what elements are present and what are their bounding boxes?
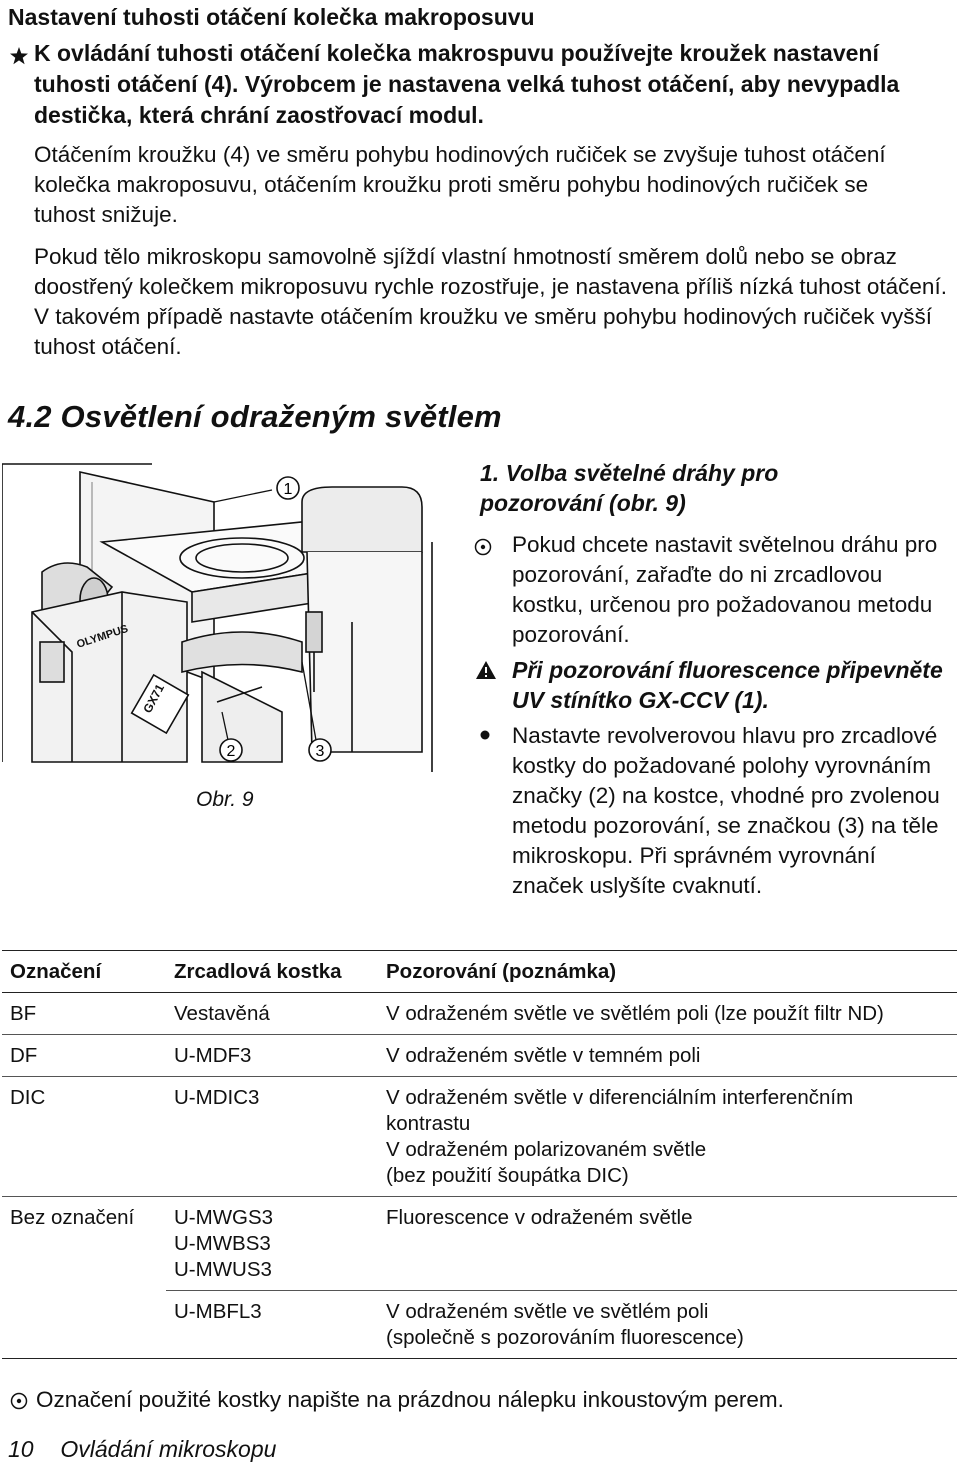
target-bullet-icon [6, 1388, 32, 1414]
cell-cube: Vestavěná [166, 993, 378, 1035]
callout-2: 2 [226, 743, 236, 760]
section-heading: 4.2 Osvětlení odraženým světlem [8, 399, 502, 434]
subsection-heading-text: 1. Volba světelné dráhy pro pozorování (obr. 9) [480, 460, 779, 516]
model-label: GX71 [140, 681, 168, 716]
cell-cube [166, 1197, 378, 1291]
observation-line: V odraženém polarizovaném světle [386, 1138, 707, 1161]
table-row [2, 1197, 957, 1291]
cell-marking: DF [2, 1035, 166, 1077]
observation-line: (bez použití šoupátka DIC) [386, 1164, 629, 1187]
cell-marking: Bez označení [10, 1206, 135, 1229]
callout-1: 1 [283, 481, 293, 498]
target-bullet-icon [470, 534, 496, 560]
table-row [2, 1077, 957, 1197]
subsection-heading [480, 458, 880, 518]
star-note: K ovládání tuhosti otáčení kolečka makrospuvu používejte kroužek nastavení tuhosti otáčení (4). Výrobcem je nastavena velká tuhost otáčení, aby nevypadla destička, která chrání zaostřovací modul. [34, 40, 900, 128]
observation-line: V odraženém světle ve světlém poli [386, 1300, 709, 1323]
warning-icon [474, 658, 498, 682]
microscope-figure [2, 462, 434, 772]
figure-caption: Obr. 9 [196, 788, 254, 811]
star-icon [6, 43, 32, 69]
section-title: Nastavení tuhosti otáčení kolečka makroposuvu [8, 4, 535, 30]
header-marking: Označení [2, 951, 166, 993]
cell-observation [378, 1291, 957, 1359]
paragraph-stiffness-low: Pokud tělo mikroskopu samovolně sjíždí vlastní hmotností směrem dolů nebo se obraz doostřený kolečkem mikroposuvu rychle rozostřuje, je nastavena příliš nízká tuhost otáčení. V takovém případě nastavte otáčením kroužku ve směru pohybu hodinových ručiček vyšší tuhost otáčení. [34, 244, 947, 359]
table-row [2, 1035, 957, 1077]
table-row [2, 1291, 957, 1359]
microscope-illustration [2, 462, 434, 772]
mirror-cube-table [2, 950, 957, 1359]
cell-cube: U-MDF3 [166, 1035, 378, 1077]
page-footer [8, 1436, 276, 1463]
instruction-align-turret: Nastavte revolverovou hlavu pro zrcadlové kostky do požadované polohy vyrovnáním značky (2) na kostce, vhodné pro zvolenou metodu pozorování, se značkou (3) na těle mikroskopu. Při správném vyrovnání značek uslyšíte cvaknutí. [512, 723, 940, 898]
cell-observation: V odraženém světle v temném poli [378, 1035, 957, 1077]
brand-label: OLYMPUS [75, 622, 130, 651]
cell-observation [378, 1077, 957, 1197]
paragraph-stiffness-direction: Otáčením kroužku (4) ve směru pohybu hodinových ručiček se zvyšuje tuhost otáčení kolečka makroposuvu, otáčením kroužku proti směru pohybu hodinových ručiček se tuhost snižuje. [34, 142, 886, 227]
cell-cube: U-MDIC3 [166, 1077, 378, 1197]
header-mirror-cube: Zrcadlová kostka [166, 951, 378, 993]
cell-marking: BF [2, 993, 166, 1035]
bottom-note: Označení použité kostky napište na prázdnou nálepku inkoustovým perem. [36, 1387, 784, 1412]
observation-line: V odraženém světle v diferenciálním interferenčním [386, 1086, 854, 1109]
table-header-row [2, 951, 957, 993]
cell-marking: DIC [2, 1077, 166, 1197]
header-observation: Pozorování (poznámka) [378, 951, 957, 993]
observation-line: (společně s pozorováním fluorescence) [386, 1326, 744, 1349]
cube-line: U-MWGS3 [174, 1206, 274, 1229]
callout-3: 3 [315, 743, 325, 760]
cell-observation: Fluorescence v odraženém světle [378, 1197, 957, 1291]
instruction-select-path: Pokud chcete nastavit světelnou dráhu pro pozorování, zařaďte do ni zrcadlovou kostku, určenou pro požadovanou metodu pozorování. [512, 532, 938, 647]
cell-observation: V odraženém světle ve světlém poli (lze použít filtr ND) [378, 993, 957, 1035]
cube-line: U-MWUS3 [174, 1258, 272, 1281]
table-row [2, 993, 957, 1035]
cell-marking [2, 1291, 166, 1359]
chapter-name: Ovládání mikroskopu [60, 1436, 277, 1462]
observation-line: kontrastu [386, 1112, 471, 1135]
cell-cube: U-MBFL3 [166, 1291, 378, 1359]
cube-line: U-MWBS3 [174, 1232, 271, 1255]
warning-text: Při pozorování fluorescence připevněte UV stínítko GX-CCV (1). [512, 657, 943, 713]
page-number: 10 [8, 1436, 34, 1462]
bullet-icon [474, 724, 496, 746]
